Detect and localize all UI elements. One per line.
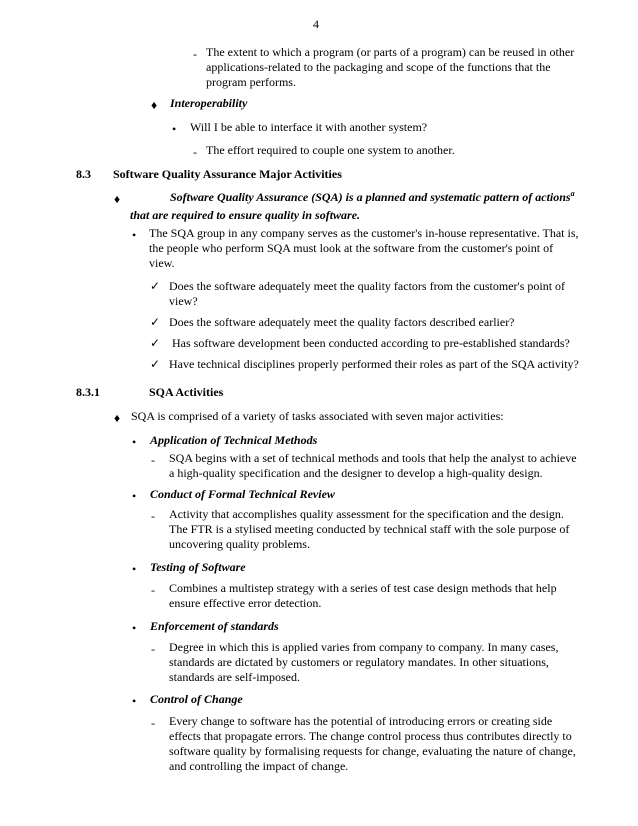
check-item: Does the software adequately meet the quality factors described earlier? (169, 315, 515, 329)
subsection-number: 8.3.1 (76, 385, 100, 399)
diamond-bullet-icon: ♦ (151, 98, 158, 112)
section-number: 8.3 (76, 167, 91, 181)
round-bullet-icon: • (132, 562, 137, 576)
diamond-bullet-icon: ♦ (114, 192, 121, 206)
dash-marker: - (151, 509, 155, 523)
activity-title: Control of Change (150, 692, 243, 706)
check-item: Does the software adequately meet the quality factors from the customer's point of view? (169, 279, 566, 308)
round-bullet-icon: • (132, 694, 137, 708)
round-bullet-icon: • (132, 621, 137, 635)
sqa-group-paragraph: The SQA group in any company serves as the customer's in-house representative. That is, the people who perform SQA must look at the software from the customer's point of view. (149, 226, 579, 270)
round-bullet-icon: • (172, 122, 177, 136)
activity-description: Every change to software has the potential of introducing errors or creating side effects that propagate errors. The change control process thus contributes directly to software quality by formalising requests for change, evaluating the nature of change, and controlling the impact of change. (169, 714, 576, 773)
sqa-intro: SQA is comprised of a variety of tasks associated with seven major activities: (131, 409, 504, 423)
dash-marker: - (193, 145, 197, 159)
checkmark-icon: ✓ (150, 357, 161, 371)
dash-marker: - (193, 47, 197, 61)
interoperability-question: Will I be able to interface it with another system? (190, 120, 428, 134)
round-bullet-icon: • (132, 435, 137, 449)
interoperability-description: The effort required to couple one system to another. (206, 143, 455, 157)
check-item: Has software development been conducted according to pre-established standards? (169, 336, 570, 350)
activity-title: Conduct of Formal Technical Review (150, 487, 335, 501)
checkmark-icon: ✓ (150, 315, 161, 329)
activity-title: Enforcement of standards (150, 619, 279, 633)
subsection-title: SQA Activities (149, 385, 224, 399)
activity-title: Application of Technical Methods (150, 433, 318, 447)
activity-title: Testing of Software (150, 560, 246, 574)
dash-marker: - (151, 583, 155, 597)
dash-marker: - (151, 642, 155, 656)
checkmark-icon: ✓ (150, 279, 161, 293)
activity-description: SQA begins with a set of technical methods and tools that help the analyst to achieve a high-quality specification and the designer to develop a high-quality design. (169, 451, 577, 480)
diamond-bullet-icon: ♦ (114, 411, 121, 425)
page-number: 4 (313, 17, 319, 31)
activity-description: Degree in which this is applied varies from company to company. In many cases, standards are dictated by customers or regulatory mandates. In other situations, standards are self-imposed. (169, 640, 559, 684)
round-bullet-icon: • (132, 228, 137, 242)
round-bullet-icon: • (132, 489, 137, 503)
activity-description: Activity that accomplishes quality assessment for the specification and the design. The FTR is a stylised meeting conducted by technical staff with the sole purpose of uncovering quality problems. (169, 507, 570, 551)
interoperability-heading: Interoperability (170, 96, 248, 110)
sqa-definition: Software Quality Assurance (SQA) is a planned and systematic pattern of actions$^a$ that are required to ensure quality in software. (130, 189, 575, 222)
section-title: Software Quality Assurance Major Activities (113, 167, 342, 181)
dash-marker: - (151, 453, 155, 467)
dash-marker: - (151, 716, 155, 730)
reusability-description: The extent to which a program (or parts of a program) can be reused in other applications-related to the packaging and scope of the functions that the program performs. (206, 45, 575, 89)
checkmark-icon: ✓ (150, 336, 161, 350)
check-item: Have technical disciplines properly performed their roles as part of the SQA activity? (169, 357, 579, 371)
activity-description: Combines a multistep strategy with a series of test case design methods that help ensure effective error detection. (169, 581, 557, 610)
